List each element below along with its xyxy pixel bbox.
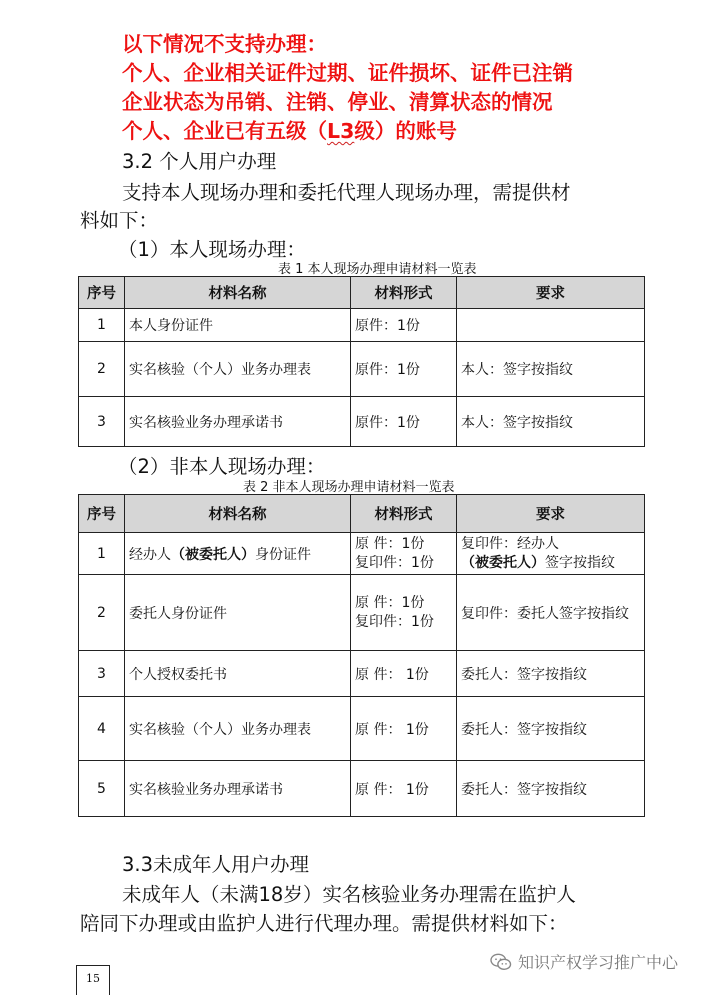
- table-2-header-row: [79, 495, 645, 533]
- unsupported-notice: [122, 30, 682, 146]
- row-name: 实名核验（个人）业务办理表: [125, 342, 351, 397]
- table-row: [79, 397, 645, 447]
- table-2-caption: 表 2 非本人现场办理申请材料一览表: [243, 480, 455, 495]
- row-name-pre: 经办人: [129, 546, 171, 563]
- row-form-original: 原 件：1份: [355, 535, 425, 552]
- table-1-header-form: 材料形式: [351, 277, 457, 309]
- row-name-bold: （被委托人）: [171, 546, 255, 563]
- table-row: [79, 342, 645, 397]
- table-2-header-form: 材料形式: [351, 495, 457, 533]
- notice-title: 以下情况不支持办理：: [122, 32, 327, 56]
- row-no: 3: [79, 651, 125, 697]
- watermark-text: 知识产权学习推广中心: [518, 953, 679, 972]
- row-form: [351, 533, 457, 575]
- row-form: 原 件： 1份: [351, 697, 457, 761]
- row-req: 委托人：签字按指纹: [457, 651, 645, 697]
- row-req: [457, 533, 645, 575]
- row-no: 2: [79, 342, 125, 397]
- notice-line-2: 企业状态为吊销、注销、停业、清算状态的情况: [122, 90, 553, 114]
- row-form-copy: 复印件：1份: [355, 554, 434, 571]
- table-1-caption: 表 1 本人现场办理申请材料一览表: [278, 262, 477, 277]
- row-req: [457, 309, 645, 342]
- table-row: [79, 575, 645, 651]
- table-row: [79, 761, 645, 817]
- row-form-original: 原 件：1份: [355, 594, 425, 611]
- row-req: 本人：签字按指纹: [457, 342, 645, 397]
- row-name: 个人授权委托书: [125, 651, 351, 697]
- row-no: 4: [79, 697, 125, 761]
- row-req: 委托人：签字按指纹: [457, 761, 645, 817]
- row-name: 实名核验（个人）业务办理表: [125, 697, 351, 761]
- notice-line-3-mark: L3: [327, 119, 355, 143]
- row-form: 原 件： 1份: [351, 761, 457, 817]
- section-3-3-para-line-2: 陪同下办理或由监护人进行代理办理。需提供材料如下：: [80, 912, 568, 935]
- table-row: [79, 651, 645, 697]
- notice-line-3-pre: 个人、企业已有五级（: [122, 119, 327, 143]
- row-form: 原件：1份: [351, 309, 457, 342]
- table-2-header-name: 材料名称: [125, 495, 351, 533]
- table-1: [78, 276, 645, 447]
- table-1-header-name: 材料名称: [125, 277, 351, 309]
- section-3-2-heading: 3.2 个人用户办理: [122, 150, 277, 173]
- table-1-header-no: 序号: [79, 277, 125, 309]
- row-no: 5: [79, 761, 125, 817]
- subsection-not-in-person: （2）非本人现场办理：: [118, 455, 326, 478]
- subsection-in-person: （1）本人现场办理：: [118, 238, 306, 261]
- row-form: 原件：1份: [351, 342, 457, 397]
- row-no: 1: [79, 309, 125, 342]
- section-3-3-heading: 3.3未成年人用户办理: [122, 853, 310, 876]
- row-no: 1: [79, 533, 125, 575]
- notice-line-3: [122, 117, 682, 146]
- table-1-header-row: [79, 277, 645, 309]
- row-name: 实名核验业务办理承诺书: [125, 761, 351, 817]
- row-no: 3: [79, 397, 125, 447]
- table-2-header-req: 要求: [457, 495, 645, 533]
- row-form: [351, 575, 457, 651]
- table-1-header-req: 要求: [457, 277, 645, 309]
- row-req-post: 签字按指纹: [545, 554, 615, 571]
- table-row: [79, 309, 645, 342]
- page-number: 15: [76, 965, 110, 995]
- row-req: 复印件：委托人签字按指纹: [457, 575, 645, 651]
- section-3-2-para-line-2: 料如下：: [80, 209, 159, 232]
- row-form: 原 件： 1份: [351, 651, 457, 697]
- row-name-post: 身份证件: [255, 546, 311, 563]
- section-3-2-para-line-1: 支持本人现场办理和委托代理人现场办理，需提供材: [122, 181, 571, 204]
- row-req-pre: 复印件：经办人: [461, 535, 559, 552]
- row-name: [125, 533, 351, 575]
- watermark: [490, 950, 678, 973]
- row-no: 2: [79, 575, 125, 651]
- row-req: 委托人：签字按指纹: [457, 697, 645, 761]
- row-name: 实名核验业务办理承诺书: [125, 397, 351, 447]
- row-name: 本人身份证件: [125, 309, 351, 342]
- table-2: [78, 494, 645, 817]
- wechat-icon: [490, 952, 512, 972]
- notice-line-1: 个人、企业相关证件过期、证件损坏、证件已注销: [122, 61, 573, 85]
- table-row: [79, 533, 645, 575]
- row-req: 本人：签字按指纹: [457, 397, 645, 447]
- notice-line-3-post: 级）的账号: [354, 119, 457, 143]
- row-req-bold: （被委托人）: [461, 554, 545, 571]
- row-name: 委托人身份证件: [125, 575, 351, 651]
- table-row: [79, 697, 645, 761]
- row-form: 原件：1份: [351, 397, 457, 447]
- row-form-copy: 复印件：1份: [355, 613, 434, 630]
- table-2-header-no: 序号: [79, 495, 125, 533]
- section-3-3-para-line-1: 未成年人（未满18岁）实名核验业务办理需在监护人: [122, 883, 576, 906]
